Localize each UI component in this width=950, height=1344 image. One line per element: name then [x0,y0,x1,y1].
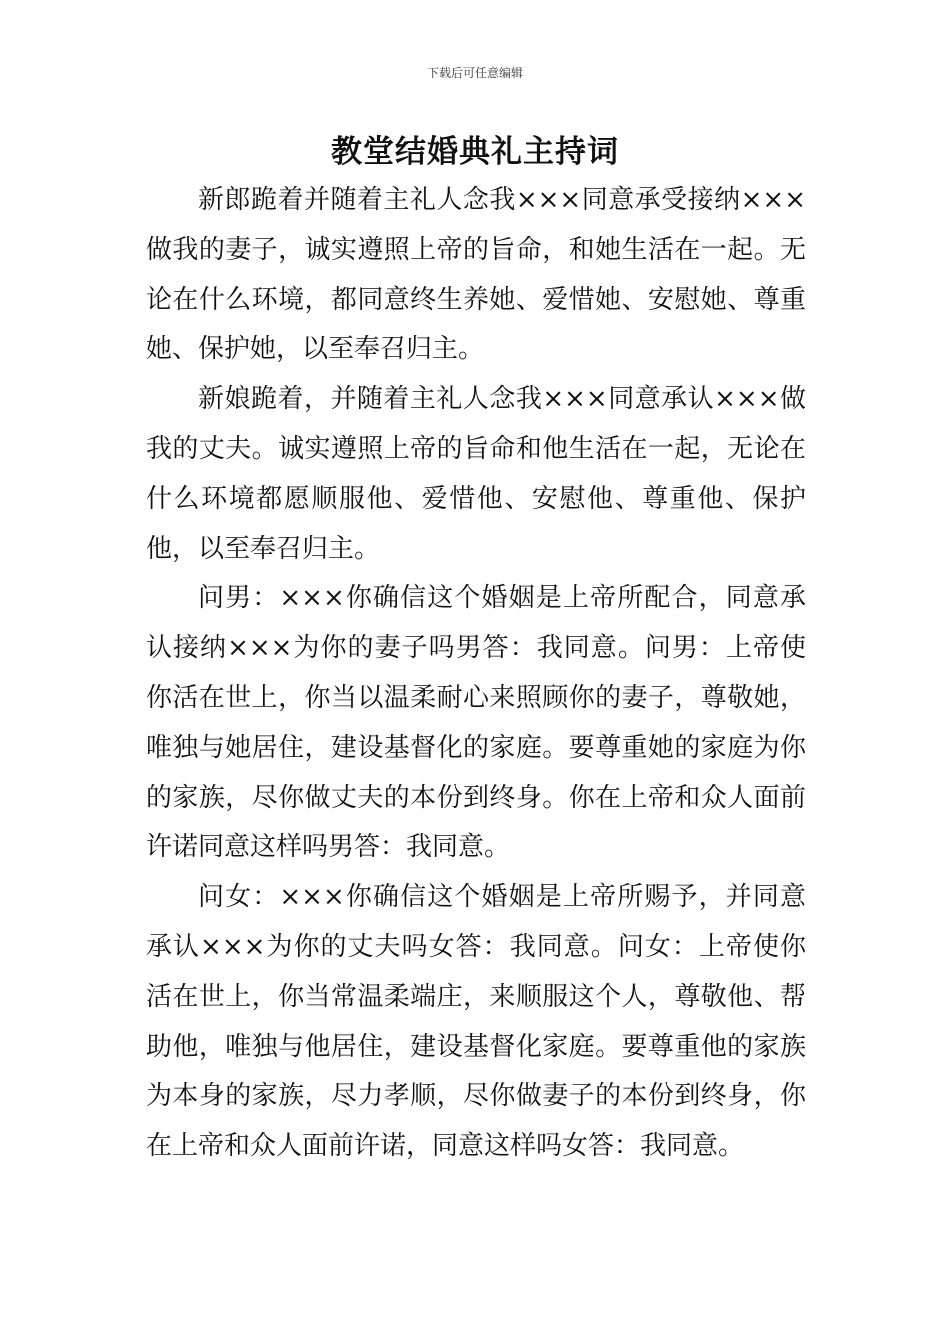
document-body [146,176,806,1172]
paragraph-groom-vow: 新郎跪着并随着主礼人念我×××同意承受接纳×××做我的妻子，诚实遵照上帝的旨命，和她生活在一起。无论在什么环境，都同意终生养她、爱惜她、安慰她、尊重她、保护她，以至奉召归主。 [146,185,806,365]
header-note: 下载后可任意编辑 [426,66,523,80]
document-title: 教堂结婚典礼主持词 [331,134,619,170]
paragraph-question-bride: 问女：×××你确信这个婚姻是上帝所赐予，并同意承认×××为你的丈夫吗女答：我同意。问女：上帝使你活在世上，你当常温柔端庄，来顺服这个人，尊敬他、帮助他，唯独与他居住，建设基督化家庭。要尊重他的家族为本身的家族，尽力孝顺，尽你做妻子的本份到终身，你在上帝和众人面前许诺，同意这样吗女答：我同意。 [146,882,806,1162]
paragraph-question-groom: 问男：×××你确信这个婚姻是上帝所配合，同意承认接纳×××为你的妻子吗男答：我同意。问男：上帝使你活在世上，你当以温柔耐心来照顾你的妻子，尊敬她，唯独与她居住，建设基督化的家庭。要尊重她的家庭为你的家族，尽你做丈夫的本份到终身。你在上帝和众人面前许诺同意这样吗男答：我同意。 [146,583,806,863]
paragraph-bride-vow: 新娘跪着，并随着主礼人念我×××同意承认×××做我的丈夫。诚实遵照上帝的旨命和他生活在一起，无论在什么环境都愿顺服他、爱惜他、安慰他、尊重他、保护他，以至奉召归主。 [146,384,806,564]
